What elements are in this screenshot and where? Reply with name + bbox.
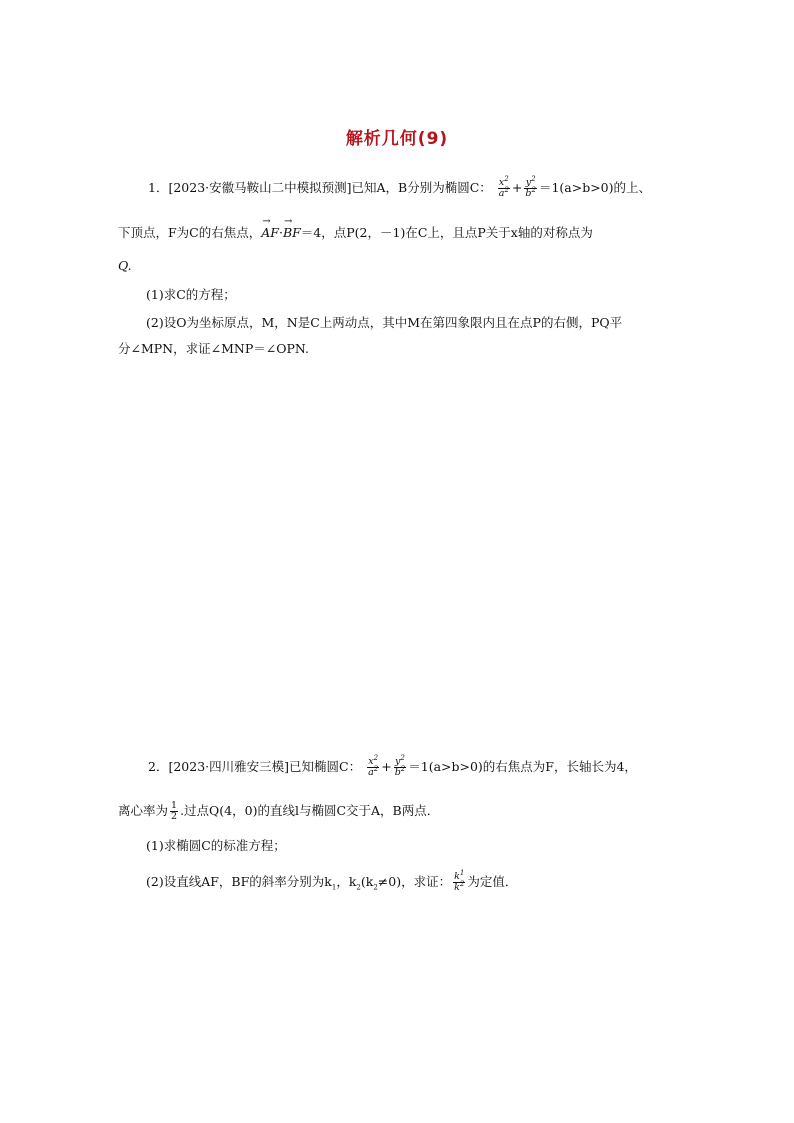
ellipse-x-fraction: $\frac{x^2}{a^2}$ [498,174,509,199]
question-1-part-2-continued: 分∠MPN，求证∠MNP＝∠OPN. [118,341,309,356]
question-2-number: 2． [148,759,169,774]
question-2-part-2: (2)设直线AF，BF的斜率分别为$k_1$，$k_2(k_2\ne 0)$，求证： $\frac{k^1}{k^2}$ 为定值． [146,868,518,893]
ellipse-y-fraction: $\frac{y^2}{b^2}$ [525,174,536,199]
ellipse-y-fraction-2: $\frac{y^2}{b^2}$ [394,753,406,778]
question-1-part-2: (2)设O为坐标原点，M，N是C上两动点，其中M在第四象限内且在点P的右侧，PQ平 [146,315,623,330]
eccentricity-fraction: $\frac{1}{2}$ [171,800,178,822]
vector-af: → AF [261,223,279,243]
question-2-part-1: (1)求椭圆C的标准方程； [146,838,286,853]
vector-bf: → BF [283,223,301,243]
question-2-line-2: 离心率为 $\frac{1}{2}$ .过点Q(4，0)的直线l与椭圆C交于A，B两点． [118,800,440,822]
question-1-number: 1． [148,180,169,195]
question-1-line-2: 下顶点，F为C的右焦点，→ AF·→ BF＝4，点P(2，－1)在C上，且点P关于x轴的对称点为 [118,223,593,243]
question-1-equation-tail: ＝1(a>b>0)的上、 [538,180,652,195]
question-1-intro: 已知A，B分别为椭圆C： [351,180,492,195]
question-1-line-1: 1．[2023·安徽马鞍山二中模拟预测]已知A，B分别为椭圆C： $\frac{x^2}{a^2}$ + $\frac{y^2}{b^2}$ ＝1(a>b>0)的上、 [148,174,652,199]
question-1-source: [2023·安徽马鞍山二中模拟预测] [168,180,352,195]
question-2-source: [2023·四川雅安三模] [168,759,289,774]
slope-ratio-fraction: $\frac{k^1}{k^2}$ [454,868,465,893]
question-1-line-3: Q. [118,258,132,273]
question-1-part-1: (1)求C的方程； [146,287,236,302]
question-2-line-1: 2．[2023·四川雅安三模]已知椭圆C： $\frac{x^2}{a^2}$ + $\frac{y^2}{b^2}$ ＝1(a>b>0)的右焦点为F，长轴长为4， [148,753,637,778]
ellipse-x-fraction-2: $\frac{x^2}{a^2}$ [368,753,379,778]
page-title: 解析几何(9) [345,129,449,149]
